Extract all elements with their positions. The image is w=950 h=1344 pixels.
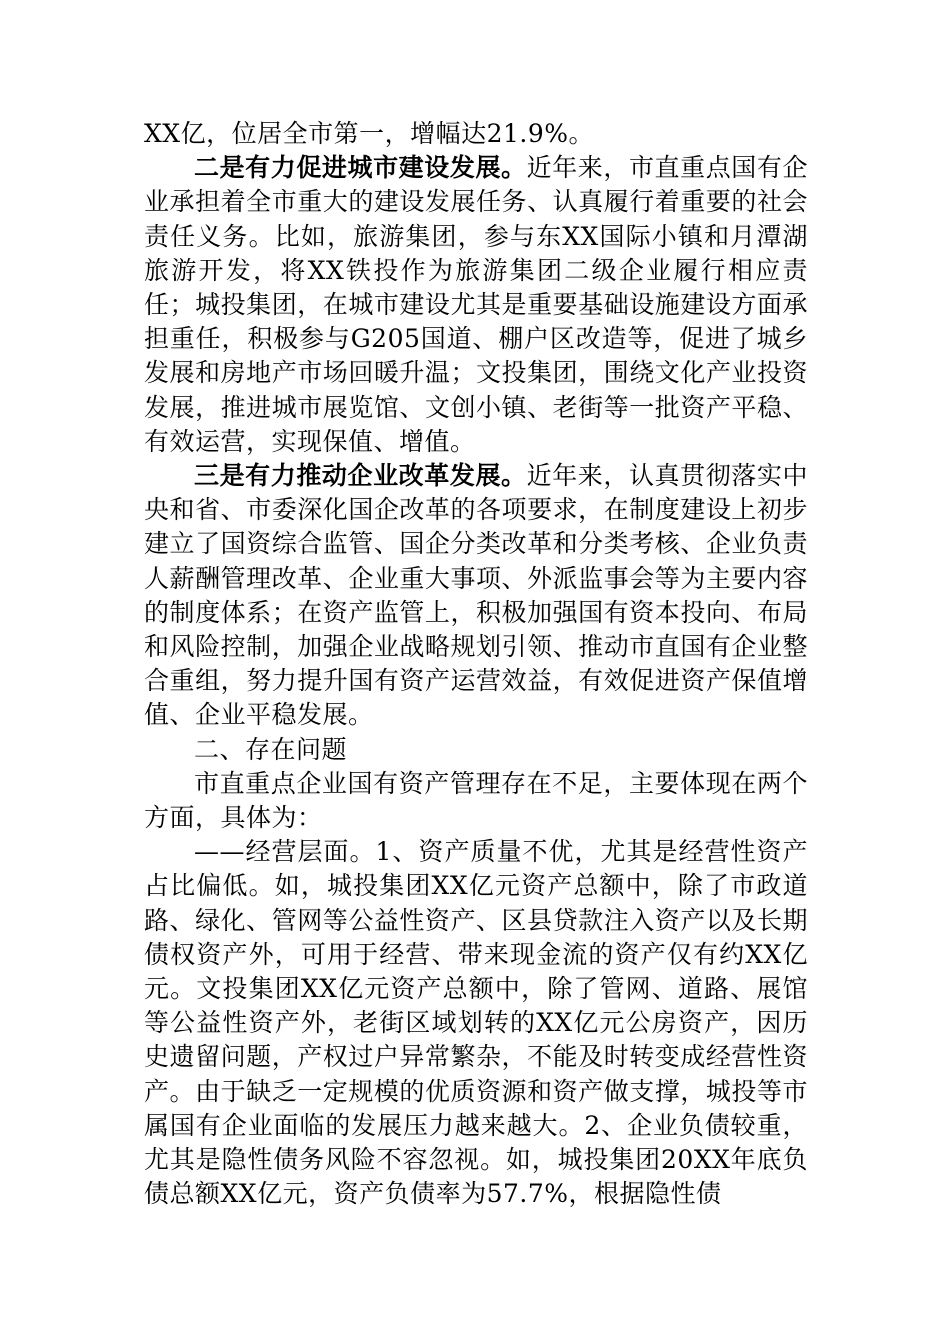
section-heading-problems <box>144 733 808 767</box>
paragraph-text: ——经营层面。1、资产质量不优，尤其是经营性资产占比偏低。如，城投集团XX亿元资产总额中，除了市政道路、绿化、管网等公益性资产、区县贷款注入资产以及长期债权资产外，可用于经营、带来现金流的资产仅有约XX亿元。文投集团XX亿元资产总额中，除了管网、道路、展馆等公益性资产外，老街区域划转的XX亿元公房资产，因历史遗留问题，产权过户异常繁杂，不能及时转变成经营性资产。由于缺乏一定规模的优质资源和资产做支撑，城投等市属国有企业面临的发展压力越来越大。2、企业负债较重，尤其是隐性债务风险不容忽视。如，城投集团20XX年底负债总额XX亿元，资产负债率为57.7%，根据隐性债 <box>144 837 808 1209</box>
paragraph-text: 近年来，市直重点国有企业承担着全市重大的建设发展任务、认真履行着重要的社会责任义务。比如，旅游集团，参与东XX国际小镇和月潭湖旅游开发，将XX铁投作为旅游集团二级企业履行相应责任；城投集团，在城市建设尤其是重要基础设施建设方面承担重任，积极参与G205国道、棚户区改造等，促进了城乡发展和房地产市场回暖升温；文投集团，围绕文化产业投资发展，推进城市展览馆、文创小镇、老街等一批资产平稳、有效运营，实现保值、增值。 <box>144 153 808 456</box>
paragraph-operational-level <box>144 835 808 1211</box>
paragraph-heading-bold: 三是有力推动企业改革发展。 <box>194 461 527 491</box>
paragraph-text: XX亿，位居全市第一，增幅达21.9%。 <box>144 119 595 148</box>
paragraph-problems-intro <box>144 767 808 835</box>
paragraph-heading-bold: 二是有力促进城市建设发展。 <box>194 153 527 183</box>
paragraph-urban-construction <box>144 151 808 459</box>
document-body <box>144 117 808 1212</box>
paragraph-text: 市直重点企业国有资产管理存在不足，主要体现在两个方面，具体为： <box>144 768 808 833</box>
paragraph-text: 近年来，认真贯彻落实中央和省、市委深化国企改革的各项要求，在制度建设上初步建立了国资综合监管、国企分类改革和分类考核、企业负责人薪酬管理改革、企业重大事项、外派监事会等为主要内容的制度体系；在资产监管上，积极加强国有资本投向、布局和风险控制，加强企业战略规划引领、推动市直国有企业整合重组，努力提升国有资产运营效益，有效促进资产保值增值、企业平稳发展。 <box>144 461 808 730</box>
section-heading-text: 二、存在问题 <box>194 734 348 764</box>
paragraph-enterprise-reform <box>144 459 808 733</box>
paragraph-continuation <box>144 117 808 151</box>
